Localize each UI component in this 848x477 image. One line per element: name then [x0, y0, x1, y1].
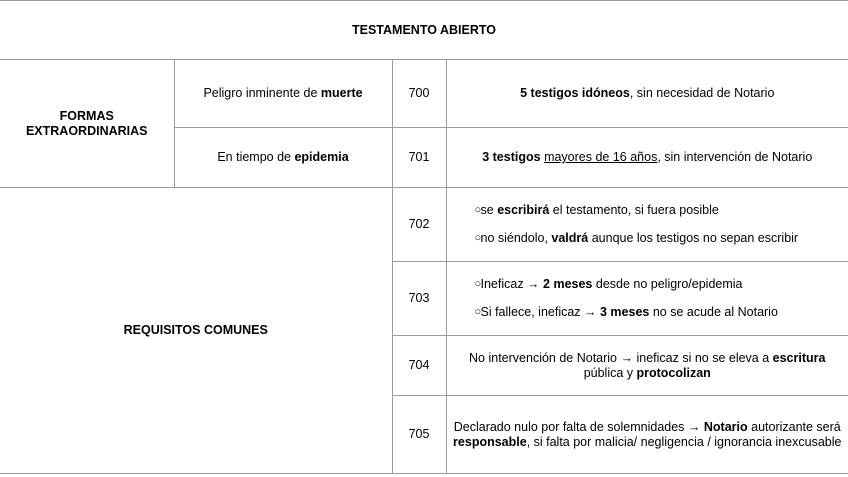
article-number: 701 — [392, 128, 446, 188]
article-number: 705 — [392, 396, 446, 474]
requisitos-label: REQUISITOS COMUNES — [0, 188, 392, 474]
bullet-icon: ○ — [474, 306, 482, 318]
description-cell: 5 testigos idóneos, sin necesidad de Notario — [446, 60, 848, 128]
article-number: 702 — [392, 188, 446, 262]
description-cell: Declarado nulo por falta de solemnidades → Notario autorizante será responsable, si falta por malicia/ negligencia / ignorancia inexcusable — [446, 396, 848, 474]
description-cell: 3 testigos mayores de 16 años, sin intervención de Notario — [446, 128, 848, 188]
article-number: 700 — [392, 60, 446, 128]
description-cell: No intervención de Notario → ineficaz si no se eleva a escritura pública y protocolizan — [446, 336, 848, 396]
bullet-list — [453, 203, 843, 246]
description-cell — [446, 188, 848, 262]
bullet-icon: ○ — [474, 232, 482, 244]
list-item: ○ Si fallece, ineficaz → 3 meses no se acude al Notario — [474, 305, 778, 319]
situation-cell: Peligro inminente de muerte — [174, 60, 392, 128]
article-number: 703 — [392, 262, 446, 336]
bullet-list — [453, 277, 843, 320]
situation-cell: En tiempo de epidemia — [174, 128, 392, 188]
formas-label: FORMAS EXTRAORDINARIAS — [0, 60, 174, 188]
bullet-icon: ○ — [474, 278, 482, 290]
bullet-icon: ○ — [474, 204, 482, 216]
description-cell — [446, 262, 848, 336]
list-item: ○ se escribirá el testamento, si fuera posible — [474, 203, 719, 217]
list-item: ○ Ineficaz → 2 meses desde no peligro/epidemia — [474, 277, 743, 291]
list-item: ○ no siéndolo, valdrá aunque los testigos no sepan escribir — [474, 231, 799, 245]
article-number: 704 — [392, 336, 446, 396]
table-title: TESTAMENTO ABIERTO — [0, 1, 848, 60]
